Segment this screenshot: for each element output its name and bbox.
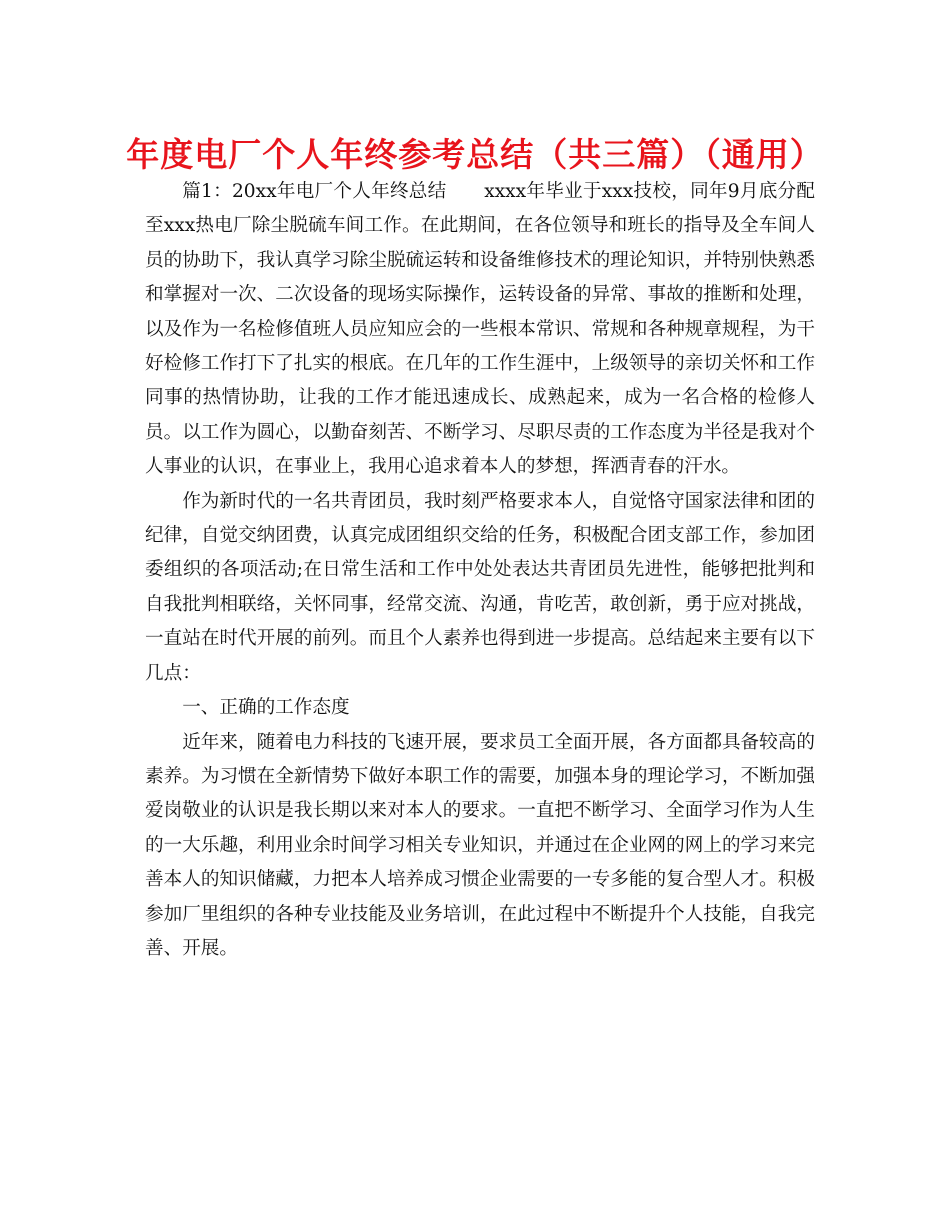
paragraph-intro: 篇1：20xx年电厂个人年终总结 xxxx年毕业于xxx技校，同年9月底分配至xxx热电厂除尘脱硫车间工作。在此期间，在各位领导和班长的指导及全车间人员的协助下，我认真学习除尘脱硫运转和设备维修技术的理论知识，并特别快熟悉和掌握对一次、二次设备的现场实际操作，运转设备的异常、事故的推断和处理，以及作为一名检修值班人员应知应会的一些根本常识、常规和各种规章规程，为干好检修工作打下了扎实的根底。在几年的工作生涯中，上级领导的亲切关怀和工作同事的热情协助，让我的工作才能迅速成长、成熟起来，成为一名合格的检修人员。以工作为圆心，以勤奋刻苦、不断学习、尽职尽责的工作态度为半径是我对个人事业的认识，在事业上，我用心追求着本人的梦想，挥洒青春的汗水。	[145, 181, 815, 478]
document-title: 年度电厂个人年终参考总结（共三篇）（通用）	[126, 135, 824, 174]
section-heading-work-attitude: 一、正确的工作态度	[182, 697, 350, 719]
paragraph-league-member: 作为新时代的一名共青团员，我时刻严格要求本人，自觉恪守国家法律和团的纪律，自觉交纳团费，认真完成团组织交给的任务，积极配合团支部工作，参加团委组织的各项活动;在日常生活和工作中处处表达共青团员先进性，能够把批判和自我批判相联络，关怀同事，经常交流、沟通，肯吃苦，敢创新，勇于应对挑战，一直站在时代开展的前列。而且个人素养也得到进一步提高。总结起来主要有以下几点：	[145, 490, 815, 684]
paragraph-work-attitude: 近年来，随着电力科技的飞速开展，要求员工全面开展，各方面都具备较高的素养。为习惯在全新情势下做好本职工作的需要，加强本身的理论学习，不断加强爱岗敬业的认识是我长期以来对本人的要求。一直把不断学习、全面学习作为人生的一大乐趣，利用业余时间学习相关专业知识，并通过在企业网的网上的学习来完善本人的知识储藏，力把本人培养成习惯企业需要的一专多能的复合型人才。积极参加厂里组织的各种专业技能及业务培训，在此过程中不断提升个人技能，自我完善、开展。	[145, 731, 815, 959]
document-body	[145, 175, 815, 966]
